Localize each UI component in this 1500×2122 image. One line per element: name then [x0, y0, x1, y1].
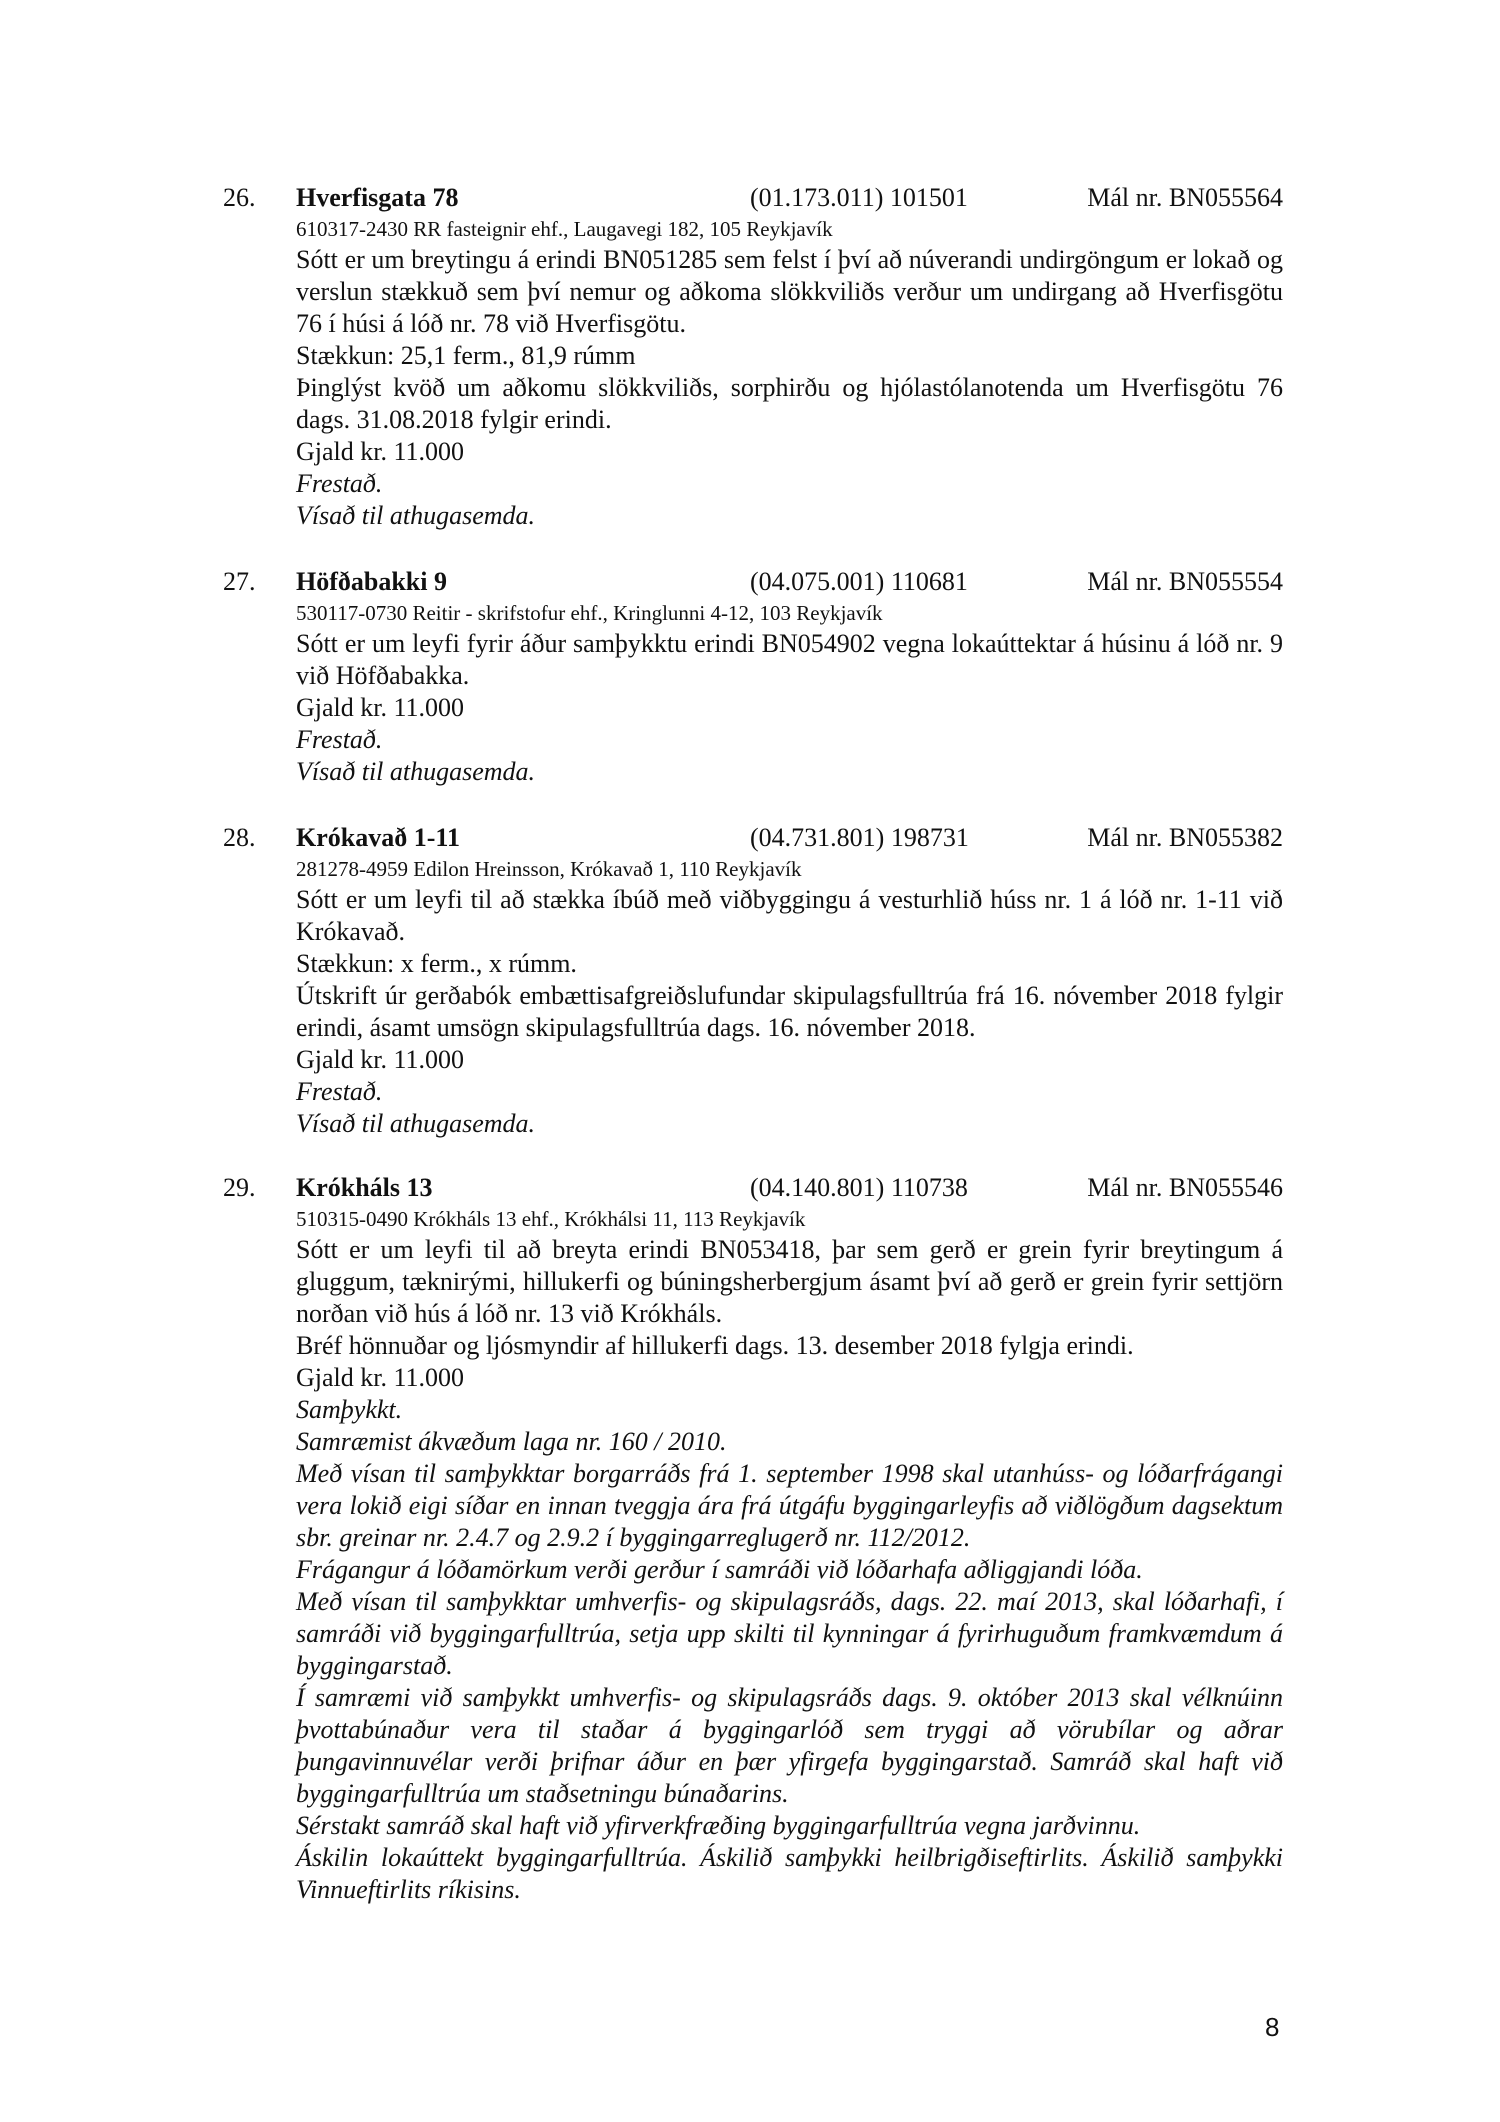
description-paragraph: Sótt er um leyfi til að stækka íbúð með viðbyggingu á vesturhlið húss nr. 1 á lóð nr. 1-11 við Krókavað. — [296, 885, 1283, 946]
case-lot-id: (04.075.001) 110681 — [750, 567, 968, 596]
case-lot-id: (04.731.801) 198731 — [750, 823, 969, 852]
description-paragraph: Sótt er um breytingu á erindi BN051285 sem felst í því að núverandi undirgöngum er lokað og verslun stækkuð sem því nemur og aðkoma slökkviliðs verður um undirgang að Hverfisgötu 76 í húsi á lóð nr. 78 við Hverfisgötu. — [296, 245, 1283, 338]
page-number: 8 — [1265, 2012, 1280, 2042]
case-reference: Mál nr. BN055554 — [1087, 567, 1283, 596]
case-header — [223, 822, 1283, 854]
case-reference: Mál nr. BN055546 — [1087, 1173, 1283, 1202]
case-address: Hverfisgata 78 — [296, 183, 459, 212]
case-header — [223, 182, 1283, 214]
case-item-26 — [223, 182, 1283, 532]
decision-line: Vísað til athugasemda. — [296, 501, 536, 530]
fee-line: Gjald kr. 11.000 — [296, 1045, 465, 1074]
case-item-29 — [223, 1172, 1283, 1906]
condition-paragraph: Með vísan til samþykktar borgarráðs frá 1. september 1998 skal utanhúss- og lóðarfrágangi vera lokið eigi síðar en innan tveggja ára frá útgáfu byggingarleyfis að viðlögðum dagsektum sbr. greinar nr. 2.4.7 og 2.9.2 í byggingarreglugerð nr. 112/2012. — [296, 1459, 1283, 1552]
condition-paragraph: Sérstakt samráð skal haft við yfirverkfræðing byggingarfulltrúa vegna jarðvinnu. — [296, 1811, 1141, 1840]
condition-paragraph: Með vísan til samþykktar umhverfis- og skipulagsráðs, dags. 22. maí 2013, skal lóðarhafi, í samráði við byggingarfulltrúa, setja upp skilti til kynningar á fyrirhuguðum framkvæmdum á byggingarstað. — [296, 1587, 1283, 1680]
applicant-line: 610317-2430 RR fasteignir ehf., Laugavegi 182, 105 Reykjavík — [296, 217, 833, 241]
fee-line: Gjald kr. 11.000 — [296, 437, 465, 466]
condition-paragraph: Áskilin lokaúttekt byggingarfulltrúa. Áskilið samþykki heilbrigðiseftirlits. Áskilið samþykki Vinnueftirlits ríkisins. — [296, 1843, 1283, 1904]
case-number: 28. — [223, 823, 256, 852]
description-paragraph: Sótt er um leyfi fyrir áður samþykktu erindi BN054902 vegna lokaúttektar á húsinu á lóð nr. 9 við Höfðabakka. — [296, 629, 1283, 690]
condition-paragraph: Frágangur á lóðamörkum verði gerður í samráði við lóðarhafa aðliggjandi lóða. — [296, 1555, 1143, 1584]
fee-line: Gjald kr. 11.000 — [296, 693, 465, 722]
decision-line: Vísað til athugasemda. — [296, 757, 536, 786]
decision-line: Frestað. — [296, 1077, 383, 1106]
case-header — [223, 1172, 1283, 1204]
case-reference: Mál nr. BN055564 — [1087, 183, 1283, 212]
case-address: Krókavað 1-11 — [296, 823, 460, 852]
condition-paragraph: Í samræmi við samþykkt umhverfis- og skipulagsráðs dags. 9. október 2013 skal vélknúinn þvottabúnaður vera til staðar á byggingarlóð sem tryggi að vörubílar og aðrar þungavinnuvélar verði þrifnar áður en þær yfirgefa byggingarstað. Samráð skal haft við byggingarfulltrúa um staðsetningu búnaðarins. — [296, 1683, 1283, 1808]
fee-line: Gjald kr. 11.000 — [296, 1363, 465, 1392]
decision-line: Vísað til athugasemda. — [296, 1109, 536, 1138]
applicant-line: 281278-4959 Edilon Hreinsson, Krókavað 1, 110 Reykjavík — [296, 857, 802, 881]
case-number: 27. — [223, 567, 256, 596]
description-paragraph: Sótt er um leyfi til að breyta erindi BN053418, þar sem gerð er grein fyrir breytingum á gluggum, tæknirými, hillukerfi og búningsherbergjum ásamt því að gerð er grein fyrir settjörn norðan við hús á lóð nr. 13 við Krókháls. — [296, 1235, 1283, 1328]
case-reference: Mál nr. BN055382 — [1087, 823, 1283, 852]
case-number: 26. — [223, 183, 256, 212]
applicant-line: 530117-0730 Reitir - skrifstofur ehf., Kringlunni 4-12, 103 Reykjavík — [296, 601, 883, 625]
attachment-paragraph: Þinglýst kvöð um aðkomu slökkviliðs, sorphirðu og hjólastólanotenda um Hverfisgötu 76 dags. 31.08.2018 fylgir erindi. — [296, 373, 1283, 434]
case-address: Krókháls 13 — [296, 1173, 433, 1202]
decision-line: Frestað. — [296, 469, 383, 498]
case-lot-id: (04.140.801) 110738 — [750, 1173, 968, 1202]
case-item-28 — [223, 822, 1283, 1140]
decision-line: Samþykkt. — [296, 1395, 403, 1424]
case-number: 29. — [223, 1173, 256, 1202]
case-lot-id: (01.173.011) 101501 — [750, 183, 968, 212]
decision-line: Frestað. — [296, 725, 383, 754]
attachment-paragraph: Útskrift úr gerðabók embættisafgreiðslufundar skipulagsfulltrúa frá 16. nóvember 2018 fylgir erindi, ásamt umsögn skipulagsfulltrúa dags. 16. nóvember 2018. — [296, 981, 1283, 1042]
applicant-line: 510315-0490 Krókháls 13 ehf., Krókhálsi 11, 113 Reykjavík — [296, 1207, 806, 1231]
case-address: Höfðabakki 9 — [296, 567, 447, 596]
enlargement-line: Stækkun: x ferm., x rúmm. — [296, 949, 577, 978]
enlargement-line: Stækkun: 25,1 ferm., 81,9 rúmm — [296, 341, 636, 370]
case-item-27 — [223, 566, 1283, 788]
decision-line: Samræmist ákvæðum laga nr. 160 / 2010. — [296, 1427, 727, 1456]
case-header — [223, 566, 1283, 598]
attachment-paragraph: Bréf hönnuðar og ljósmyndir af hillukerfi dags. 13. desember 2018 fylgja erindi. — [296, 1331, 1134, 1360]
